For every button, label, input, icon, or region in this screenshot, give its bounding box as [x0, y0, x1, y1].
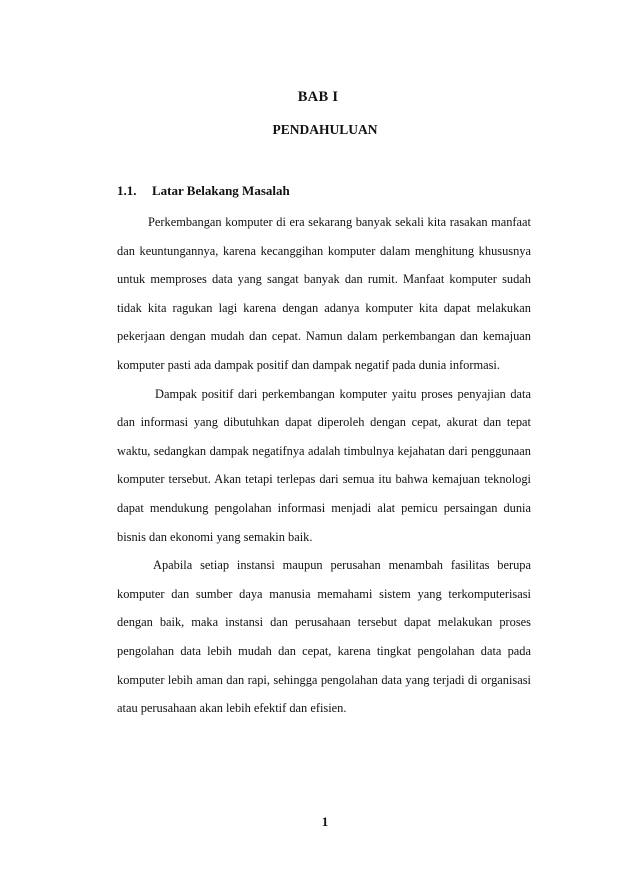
- chapter-title: PENDAHULUAN: [272, 122, 378, 137]
- page-number: 1: [321, 814, 329, 829]
- section-title: Latar Belakang Masalah: [152, 183, 290, 198]
- paragraph: Dampak positif dari perkembangan komputer yaitu proses penyajian data dan informasi yang dibutuhkan dapat diperoleh dengan cepat, akurat dan tepat waktu, sedangkan dampak negatifnya adalah timbulnya kejahatan dari penggunaan komputer tersebut. Akan tetapi terlepas dari semua itu bahwa kemajuan teknologi dapat mendukung pengolahan informasi menjadi alat pemicu persaingan dunia bisnis dan ekonomi yang semakin baik.: [117, 386, 531, 544]
- paragraph: Apabila setiap instansi maupun perusahan menambah fasilitas berupa komputer dan sumber daya manusia memahami sistem yang terkomputerisasi dengan baik, maka instansi dan perusahaan tersebut dapat melakukan proses pengolahan data lebih mudah dan cepat, karena tingkat pengolahan data pada komputer lebih aman dan rapi, sehingga pengolahan data yang terjadi di organisasi atau perusahaan akan lebih efektif dan efisien.: [117, 558, 531, 716]
- paragraph: Perkembangan komputer di era sekarang banyak sekali kita rasakan manfaat dan keuntungannya, karena kecanggihan komputer dalam menghitung khususnya untuk memproses data yang sangat banyak dan rumit. Manfaat komputer sudah tidak kita ragukan lagi karena dengan adanya komputer kita dapat melakukan pekerjaan dengan mudah dan cepat. Namun dalam perkembangan dan kemajuan komputer pasti ada dampak positif dan dampak negatif pada dunia informasi.: [117, 215, 531, 372]
- section-number: 1.1.: [117, 183, 137, 198]
- body-text: [117, 208, 531, 723]
- section-heading: [117, 183, 290, 199]
- chapter-label: BAB I: [297, 89, 339, 105]
